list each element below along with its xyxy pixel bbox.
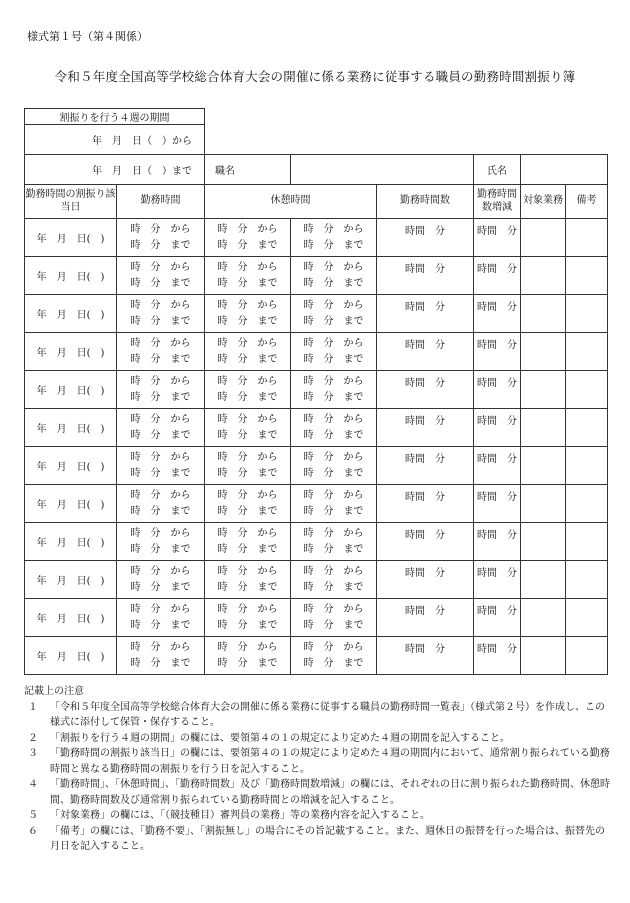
row-date[interactable]: 年 月 日( ) <box>25 371 117 409</box>
header-break-time: 休憩時間 <box>205 185 377 219</box>
row-work-hours[interactable]: 時間 分 <box>377 561 474 599</box>
header-hours-change: 勤務時間数増減 <box>474 185 521 219</box>
row-work-hours[interactable]: 時間 分 <box>377 409 474 447</box>
note-text: 「令和５年度全国高等学校総合体育大会の開催に係る業務に従事する職員の勤務時間一覧表」（様式第２号）を作成し、この様式に添付して保管・保存すること。 <box>50 701 605 728</box>
row-target-work[interactable] <box>521 371 566 409</box>
row-break-time-1[interactable]: 時 分 から 時 分 まで <box>205 219 291 257</box>
row-break-time-1[interactable]: 時 分 から 時 分 まで <box>205 295 291 333</box>
row-hours-change[interactable]: 時間 分 <box>474 637 521 675</box>
row-remarks[interactable] <box>566 485 608 523</box>
row-hours-change[interactable]: 時間 分 <box>474 447 521 485</box>
row-date[interactable]: 年 月 日( ) <box>25 599 117 637</box>
schedule-row <box>25 561 608 599</box>
row-hours-change[interactable]: 時間 分 <box>474 485 521 523</box>
note-text: 「勤務時間の割振り該当日」の欄には、要領第４の１の規定により定めた４週の期間内において、通常割り振られている勤務時間と異なる勤務時間の割振りを行う日を記入すること。 <box>50 748 610 775</box>
header-remarks: 備考 <box>566 185 608 219</box>
row-hours-change[interactable]: 時間 分 <box>474 219 521 257</box>
note-number: ３ <box>28 748 38 759</box>
position-label: 職名 <box>205 155 291 185</box>
row-target-work[interactable] <box>521 295 566 333</box>
row-break-time-2[interactable]: 時 分 から 時 分 まで <box>291 295 377 333</box>
row-work-hours[interactable]: 時間 分 <box>377 333 474 371</box>
row-date[interactable]: 年 月 日( ) <box>25 447 117 485</box>
row-hours-change[interactable]: 時間 分 <box>474 409 521 447</box>
note-number: ４ <box>28 779 38 790</box>
row-work-hours[interactable]: 時間 分 <box>377 371 474 409</box>
row-target-work[interactable] <box>521 257 566 295</box>
note-item <box>24 731 614 747</box>
row-target-work[interactable] <box>521 523 566 561</box>
note-item <box>24 808 614 824</box>
row-remarks[interactable] <box>566 219 608 257</box>
row-remarks[interactable] <box>566 447 608 485</box>
schedule-row <box>25 219 608 257</box>
name-label: 氏名 <box>474 155 521 185</box>
period-label: 割振りを行う４週の期間 <box>25 109 205 125</box>
row-remarks[interactable] <box>566 523 608 561</box>
row-remarks[interactable] <box>566 561 608 599</box>
row-break-time-1[interactable]: 時 分 から 時 分 まで <box>205 523 291 561</box>
schedule-table <box>24 108 608 675</box>
row-target-work[interactable] <box>521 637 566 675</box>
note-item <box>24 700 614 731</box>
row-work-hours[interactable]: 時間 分 <box>377 219 474 257</box>
row-hours-change[interactable]: 時間 分 <box>474 523 521 561</box>
note-text: 「割振りを行う４週の期間」の欄には、要領第４の１の規定により定めた４週の期間を記入すること。 <box>50 732 510 744</box>
header-target-work: 対象業務 <box>521 185 566 219</box>
document-title: 令和５年度全国高等学校総合体育大会の開催に係る業務に従事する職員の勤務時間割振り簿 <box>54 69 576 84</box>
row-hours-change[interactable]: 時間 分 <box>474 257 521 295</box>
row-hours-change[interactable]: 時間 分 <box>474 371 521 409</box>
note-item <box>24 777 614 808</box>
row-target-work[interactable] <box>521 333 566 371</box>
row-work-hours[interactable]: 時間 分 <box>377 599 474 637</box>
row-work-hours[interactable]: 時間 分 <box>377 637 474 675</box>
row-remarks[interactable] <box>566 295 608 333</box>
row-work-time[interactable]: 時 分 から 時 分 まで <box>117 295 205 333</box>
row-remarks[interactable] <box>566 409 608 447</box>
row-work-time[interactable]: 時 分 から 時 分 まで <box>117 447 205 485</box>
position-field[interactable] <box>291 155 474 185</box>
schedule-row <box>25 257 608 295</box>
row-break-time-2[interactable]: 時 分 から 時 分 まで <box>291 257 377 295</box>
row-work-time[interactable]: 時 分 から 時 分 まで <box>117 371 205 409</box>
note-item <box>24 824 614 855</box>
row-target-work[interactable] <box>521 599 566 637</box>
schedule-row <box>25 371 608 409</box>
period-to[interactable]: 年 月 日（ ）まで <box>25 155 205 185</box>
header-work-hours: 勤務時間数 <box>377 185 474 219</box>
row-work-time[interactable]: 時 分 から 時 分 まで <box>117 561 205 599</box>
row-work-hours[interactable]: 時間 分 <box>377 523 474 561</box>
row-hours-change[interactable]: 時間 分 <box>474 295 521 333</box>
row-break-time-1[interactable]: 時 分 から 時 分 まで <box>205 637 291 675</box>
row-hours-change[interactable]: 時間 分 <box>474 599 521 637</box>
row-work-time[interactable]: 時 分 から 時 分 まで <box>117 409 205 447</box>
note-number: ６ <box>28 825 38 837</box>
row-target-work[interactable] <box>521 561 566 599</box>
row-break-time-2[interactable]: 時 分 から 時 分 まで <box>291 333 377 371</box>
row-break-time-2[interactable]: 時 分 から 時 分 まで <box>291 637 377 675</box>
row-work-hours[interactable]: 時間 分 <box>377 257 474 295</box>
row-work-time[interactable]: 時 分 から 時 分 まで <box>117 219 205 257</box>
header-date: 勤務時間の割振り該当日 <box>25 185 117 219</box>
row-break-time-1[interactable]: 時 分 から 時 分 まで <box>205 561 291 599</box>
row-date[interactable]: 年 月 日( ) <box>25 637 117 675</box>
row-break-time-1[interactable]: 時 分 から 時 分 まで <box>205 485 291 523</box>
row-target-work[interactable] <box>521 409 566 447</box>
schedule-row <box>25 523 608 561</box>
form-number: 様式第１号（第４関係） <box>27 30 148 43</box>
period-from[interactable]: 年 月 日（ ）から <box>25 125 205 155</box>
row-work-hours[interactable]: 時間 分 <box>377 485 474 523</box>
schedule-row <box>25 599 608 637</box>
row-break-time-2[interactable]: 時 分 から 時 分 まで <box>291 371 377 409</box>
row-target-work[interactable] <box>521 485 566 523</box>
note-text: 「勤務時間」、「休憩時間」、「勤務時間数」及び「勤務時間数増減」の欄には、それぞれの日に割り振られた勤務時間、休憩時間、勤務時間数及び通常割り振られている勤務時間との増減を記入すること。 <box>50 779 610 806</box>
name-field[interactable] <box>521 155 608 185</box>
row-hours-change[interactable]: 時間 分 <box>474 333 521 371</box>
row-work-time[interactable]: 時 分 から 時 分 まで <box>117 523 205 561</box>
row-target-work[interactable] <box>521 219 566 257</box>
schedule-row <box>25 637 608 675</box>
row-break-time-1[interactable]: 時 分 から 時 分 まで <box>205 333 291 371</box>
row-break-time-2[interactable]: 時 分 から 時 分 まで <box>291 409 377 447</box>
row-break-time-1[interactable]: 時 分 から 時 分 まで <box>205 257 291 295</box>
schedule-row <box>25 485 608 523</box>
note-number: ２ <box>28 732 38 744</box>
header-work-time: 勤務時間 <box>117 185 205 219</box>
row-work-time[interactable]: 時 分 から 時 分 まで <box>117 599 205 637</box>
row-date[interactable]: 年 月 日( ) <box>25 485 117 523</box>
notes-heading: 記載上の注意 <box>24 686 84 697</box>
row-date[interactable]: 年 月 日( ) <box>25 257 117 295</box>
row-remarks[interactable] <box>566 637 608 675</box>
note-text: 「備考」の欄には、「勤務不要」、「割振無し」の場合にその旨記載すること。また、週休日の振替を行った場合は、振替先の月日を記入すること。 <box>50 825 605 852</box>
row-work-time[interactable]: 時 分 から 時 分 まで <box>117 257 205 295</box>
schedule-row <box>25 409 608 447</box>
row-break-time-2[interactable]: 時 分 から 時 分 まで <box>291 447 377 485</box>
note-item <box>24 746 614 777</box>
row-hours-change[interactable]: 時間 分 <box>474 561 521 599</box>
row-remarks[interactable] <box>566 371 608 409</box>
row-break-time-2[interactable]: 時 分 から 時 分 まで <box>291 219 377 257</box>
row-break-time-2[interactable]: 時 分 から 時 分 まで <box>291 485 377 523</box>
row-break-time-2[interactable]: 時 分 から 時 分 まで <box>291 599 377 637</box>
row-remarks[interactable] <box>566 257 608 295</box>
row-work-hours[interactable]: 時間 分 <box>377 295 474 333</box>
row-remarks[interactable] <box>566 333 608 371</box>
row-date[interactable]: 年 月 日( ) <box>25 219 117 257</box>
row-break-time-2[interactable]: 時 分 から 時 分 まで <box>291 523 377 561</box>
row-break-time-1[interactable]: 時 分 から 時 分 まで <box>205 371 291 409</box>
row-break-time-1[interactable]: 時 分 から 時 分 まで <box>205 409 291 447</box>
schedule-row <box>25 447 608 485</box>
row-break-time-2[interactable]: 時 分 から 時 分 まで <box>291 561 377 599</box>
row-work-time[interactable]: 時 分 から 時 分 まで <box>117 637 205 675</box>
note-text: 「対象業務」の欄には、「（競技種目）審判員の業務」等の業務内容を記入すること。 <box>50 810 430 821</box>
row-date[interactable]: 年 月 日( ) <box>25 409 117 447</box>
row-work-time[interactable]: 時 分 から 時 分 まで <box>117 485 205 523</box>
row-remarks[interactable] <box>566 599 608 637</box>
row-date[interactable]: 年 月 日( ) <box>25 523 117 561</box>
row-date[interactable]: 年 月 日( ) <box>25 561 117 599</box>
row-date[interactable]: 年 月 日( ) <box>25 333 117 371</box>
row-target-work[interactable] <box>521 447 566 485</box>
row-work-time[interactable]: 時 分 から 時 分 まで <box>117 333 205 371</box>
row-break-time-1[interactable]: 時 分 から 時 分 まで <box>205 447 291 485</box>
note-number: １ <box>28 701 38 713</box>
schedule-row <box>25 295 608 333</box>
schedule-row <box>25 333 608 371</box>
row-work-hours[interactable]: 時間 分 <box>377 447 474 485</box>
row-break-time-1[interactable]: 時 分 から 時 分 まで <box>205 599 291 637</box>
note-number: ５ <box>28 810 38 821</box>
notes-section <box>24 684 614 855</box>
row-date[interactable]: 年 月 日( ) <box>25 295 117 333</box>
